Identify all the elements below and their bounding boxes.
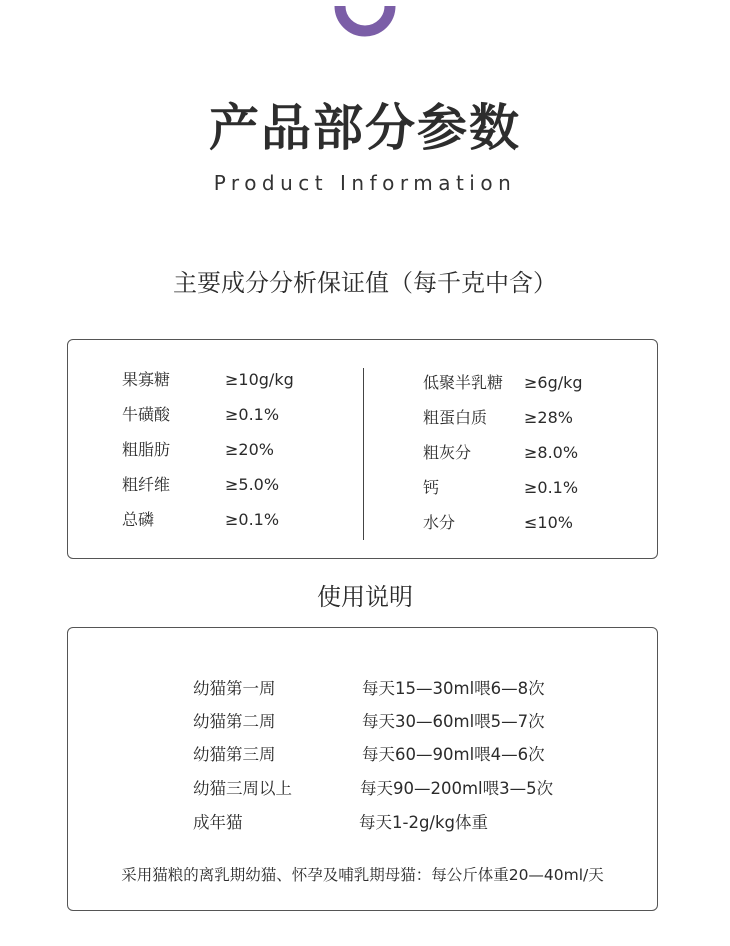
usage-table: [67, 627, 658, 911]
usage-amount: 每天60—90ml喂4—6次: [362, 745, 545, 764]
nutrition-name: 总磷: [122, 510, 155, 529]
nutrition-value: ≥28%: [524, 408, 573, 427]
nutrition-heading: 主要成分分析保证值（每千克中含）: [173, 269, 557, 297]
usage-amount: 每天1-2g/kg体重: [359, 813, 489, 832]
nutrition-name: 低聚半乳糖: [423, 373, 504, 392]
nutrition-name: 粗脂肪: [122, 440, 171, 459]
nutrition-value: ≤10%: [524, 513, 573, 532]
usage-stage: 幼猫三周以上: [193, 779, 292, 798]
column-divider: [363, 368, 364, 540]
nutrition-value: ≥6g/kg: [524, 373, 583, 392]
usage-stage: 幼猫第三周: [193, 745, 276, 764]
usage-stage: 幼猫第一周: [193, 679, 276, 698]
nutrition-name: 水分: [423, 513, 456, 532]
nutrition-name: 粗灰分: [423, 443, 472, 462]
nutrition-value: ≥10g/kg: [225, 370, 294, 389]
nutrition-value: ≥5.0%: [225, 475, 280, 494]
nutrition-name: 粗蛋白质: [423, 408, 488, 427]
page-title: 产品部分参数: [209, 99, 521, 157]
nutrition-value: ≥0.1%: [225, 510, 280, 529]
nutrition-value: ≥0.1%: [524, 478, 579, 497]
usage-amount: 每天30—60ml喂5—7次: [362, 712, 545, 731]
purple-arc-icon: [334, 6, 396, 66]
nutrition-name: 果寡糖: [122, 370, 171, 389]
nutrition-value: ≥0.1%: [225, 405, 280, 424]
usage-note: 采用猫粮的离乳期幼猫、怀孕及哺乳期母猫：每公斤体重20—40ml/天: [121, 866, 604, 884]
nutrition-table: [67, 339, 658, 559]
usage-amount: 每天90—200ml喂3—5次: [360, 779, 554, 798]
usage-heading: 使用说明: [317, 583, 413, 611]
usage-amount: 每天15—30ml喂6—8次: [362, 679, 545, 698]
usage-stage: 幼猫第二周: [193, 712, 276, 731]
page-subtitle: Product Information: [213, 171, 517, 195]
usage-stage: 成年猫: [193, 813, 243, 832]
nutrition-value: ≥20%: [225, 440, 274, 459]
nutrition-name: 钙: [423, 478, 440, 497]
nutrition-name: 粗纤维: [122, 475, 171, 494]
nutrition-name: 牛磺酸: [122, 405, 171, 424]
nutrition-value: ≥8.0%: [524, 443, 579, 462]
